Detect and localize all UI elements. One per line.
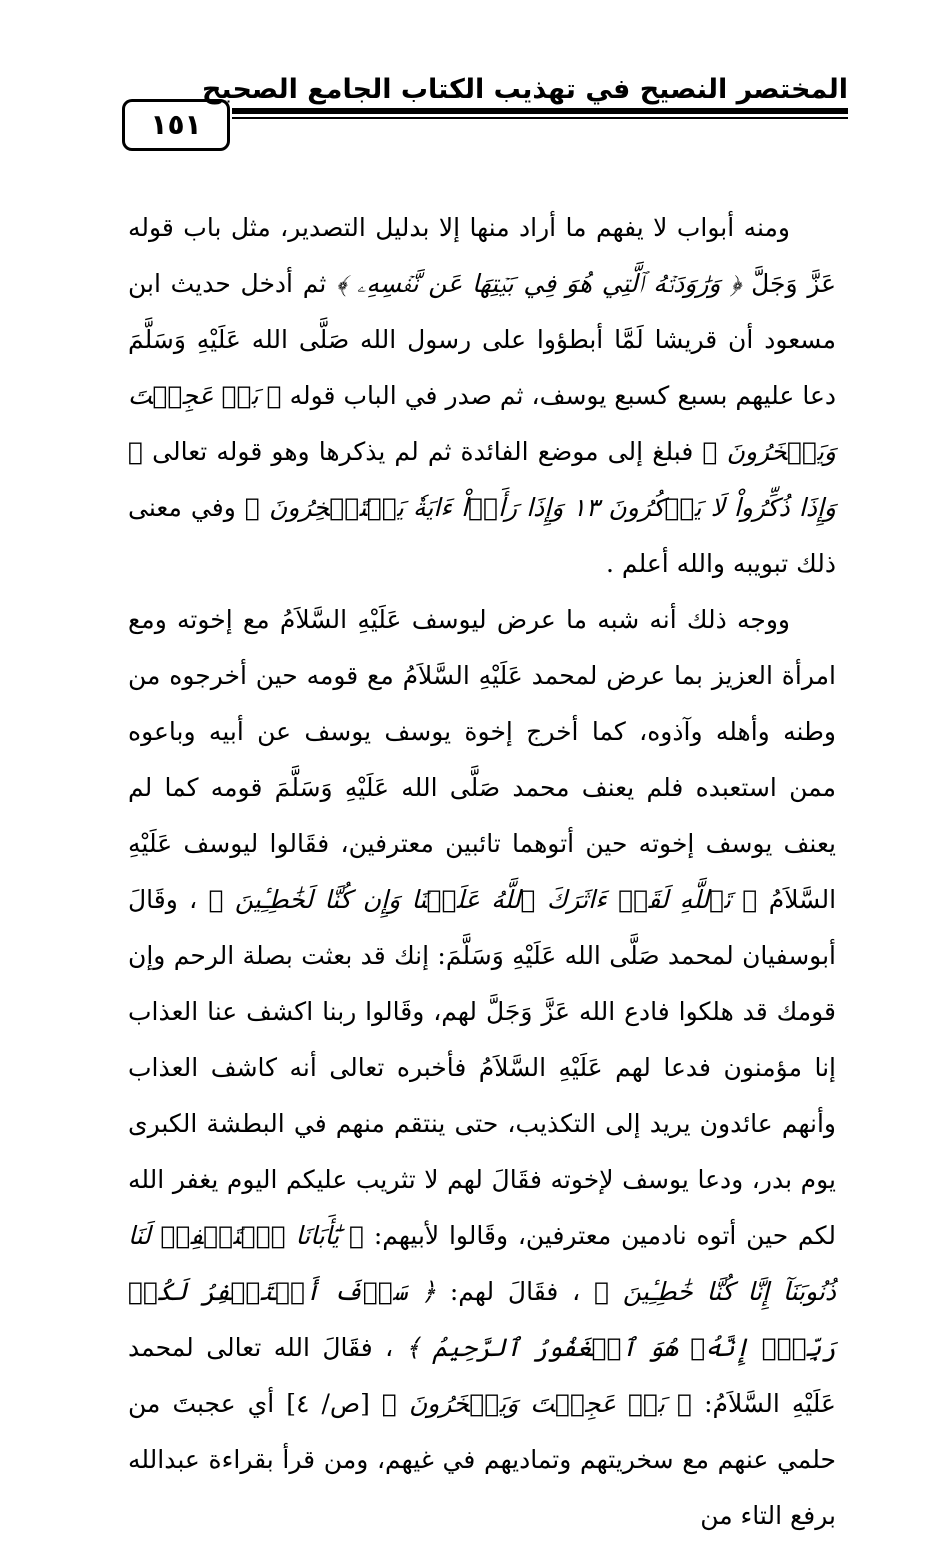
text-segment: ثم أدخل حديث ابن مسعود أن قريشا لَمَّا أبطؤوا على رسول الله صَلَّى الله عَلَيْهِ وَسَلَّمَ دعا عليهم بسبع كسبع يوسف، ثم صدر في الباب قوله [128, 269, 836, 410]
quran-verse: ﴿ بَلۡ عَجِبۡتَ وَيَسۡخَرُونَ ﴾ [381, 1389, 693, 1418]
paragraph-2 [128, 592, 836, 1544]
header-rule-thick [232, 108, 848, 114]
text-segment: [ص/ ٤] أي عجبتَ من حلمي عنهم مع سخريتهم وتماديهم في غيهم، ومن قرأ بقراءة عبدالله برفع التاء من [128, 1389, 836, 1530]
quran-verse: ﴿ سَوۡفَ أَسۡتَغۡفِرُ لَكُمۡ رَبِّيٓۖ إِنَّهُۥ هُوَ ٱلۡغَفُورُ ٱلرَّحِيمُ ﴾ [128, 1277, 836, 1362]
text-segment: ، وقَالَ أبوسفيان لمحمد صَلَّى الله عَلَيْهِ وَسَلَّمَ: إنك قد بعثت بصلة الرحم وإن قومك قد هلكوا فادع الله عَزَّ وَجَلَّ لهم، وقَالوا ربنا اكشف عنا العذاب إنا مؤمنون فدعا لهم عَلَيْهِ السَّلاَمُ فأخبره تعالى أنه كاشف العذاب وأنهم عائدون يريد إلى التكذيب، حتى ينتقم منهم في البطشة الكبرى يوم بدر، ودعا يوسف لإخوته فقَالَ لهم لا تثريب عليكم اليوم يغفر الله لكم حين أتوه نادمين معترفين، وقَالوا لأبيهم: [128, 885, 836, 1250]
text-segment: ، فقَالَ الله تعالى لمحمد عَلَيْهِ السَّلاَمُ: [128, 1333, 836, 1418]
main-text [128, 200, 836, 1544]
quran-verse: ﴿ وَرَٰوَدَتۡهُ ٱلَّتِي هُوَ فِي بَيۡتِهَا عَن نَّفۡسِهِۦ ﴾ [336, 269, 742, 298]
text-segment: ومنه أبواب لا يفهم ما أراد منها إلا بدليل التصدير، مثل باب قوله عَزَّ وَجَلَّ [128, 213, 837, 298]
quran-verse: ﴿ يَٰٓأَبَانَا ٱسۡتَغۡفِرۡ لَنَا ذُنُوبَنَآ إِنَّا كُنَّا خَٰطِـِٔينَ ﴾ [128, 1221, 836, 1306]
text-segment: ، فقَالَ لهم: [449, 1277, 581, 1306]
page-number: ١٥١ [122, 99, 230, 151]
text-segment: وفي معنى ذلك تبويبه والله أعلم . [128, 493, 836, 578]
book-title: المختصر النصيح في تهذيب الكتاب الجامع الصحيح [201, 74, 848, 105]
quran-verse: ﴿ بَلۡ عَجِبۡتَ وَيَسۡخَرُونَ ﴾ [128, 381, 836, 466]
header-rule-thin [232, 117, 848, 119]
text-segment: ووجه ذلك أنه شبه ما عرض ليوسف عَلَيْهِ السَّلاَمُ مع إخوته ومع امرأة العزيز بما عرض لمحمد عَلَيْهِ السَّلاَمُ مع قومه حين أخرجوه من وطنه وأهله وآذوه، كما أخرج إخوة يوسف يوسف عن أبيه وباعوه ممن استعبده فلم يعنف محمد صَلَّى الله عَلَيْهِ وَسَلَّمَ قومه كما لم يعنف يوسف إخوته حين أتوهما تائبين معترفين، فقَالوا ليوسف عَلَيْهِ السَّلاَمُ [128, 605, 837, 914]
quran-verse: ﴿ تَٱللَّهِ لَقَدۡ ءَاثَرَكَ ٱللَّهُ عَلَيۡنَا وَإِن كُنَّا لَخَٰطِـِٔينَ ﴾ [208, 885, 758, 914]
quran-verse: ﴿ وَإِذَا ذُكِّرُواْ لَا يَذۡكُرُونَ ١٣ وَإِذَا رَأَوۡاْ ءَايَةٗ يَسۡتَسۡخِرُونَ ﴾ [128, 437, 836, 522]
text-segment: فبلغ إلى موضع الفائدة ثم لم يذكرها وهو قوله تعالى [152, 437, 694, 466]
paragraph-1 [128, 200, 836, 592]
